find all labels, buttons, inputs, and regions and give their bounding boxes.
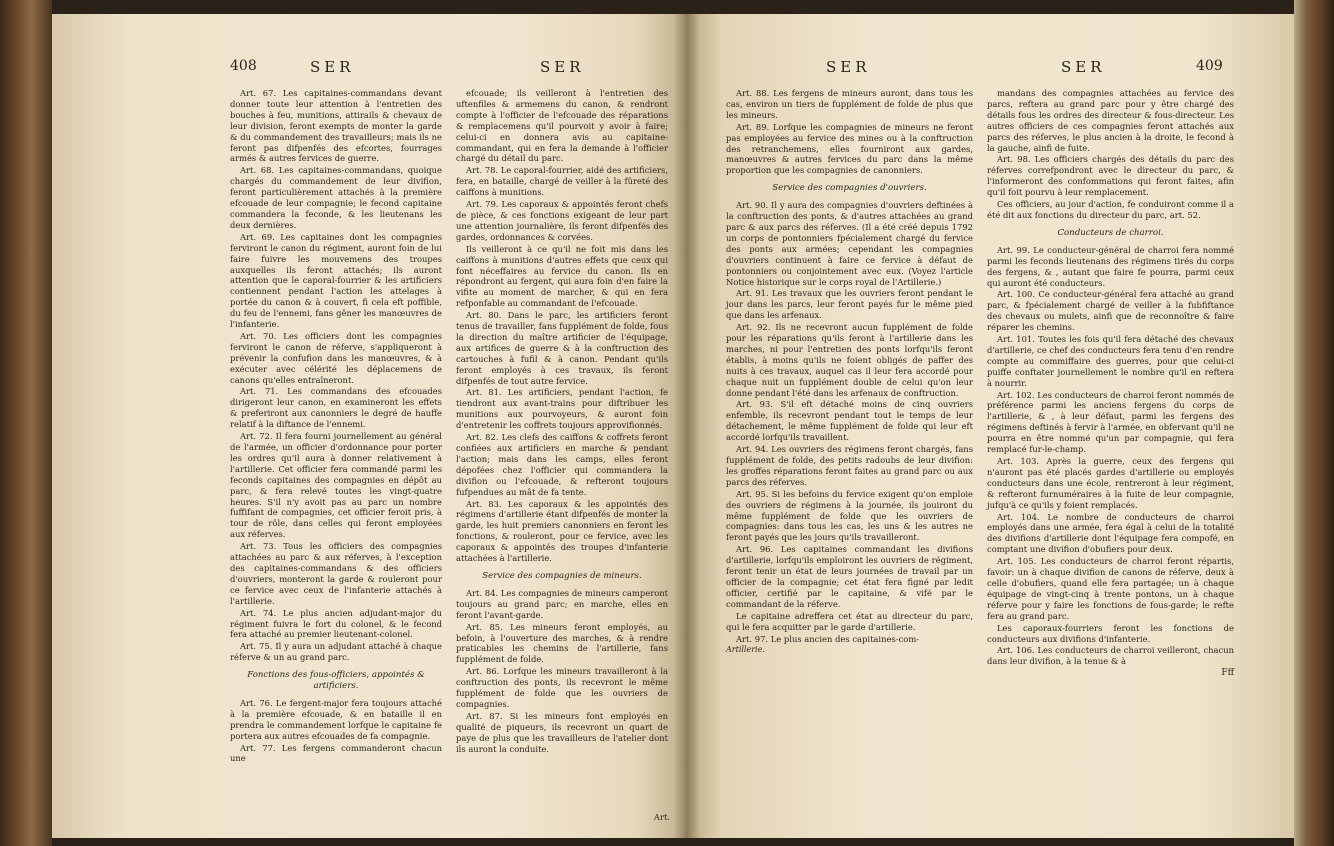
right-page-header [726, 58, 1234, 88]
paragraph: Art. 86. Lorfque les mineurs travailleront à la conftruction des ponts, ils recevront le même fupplément de folde que les ouvriers de compagnies. [456, 666, 668, 709]
paragraph: Art. 79. Les caporaux & appointés feront chefs de pièce, & ces fonctions exigeant de leur part une attention journalière, ils feront difpenfés des gardes, ordonnances & corvées. [456, 199, 668, 242]
paragraph: Art. 96. Les capitaines commandant les divifions d'artillerie, lorfqu'ils emploiront les ouvriers de régiment, feront tenir un état de leurs journées de travail par un officier de la compagnie; cet état fera figné par ledit officier, certifié par le capitaine, & vifé par le commandant de la réferve. [726, 544, 973, 609]
running-head-col2: SER [540, 58, 585, 76]
paragraph: Art. 84. Les compagnies de mineurs camperont toujours au grand parc; en marche, elles en feront l'avant-garde. [456, 587, 668, 620]
paragraph: Art. 93. S'il eft détaché moins de cinq ouvriers enfemble, ils recevront pendant tout le temps de leur détachement, le même fupplément de folde qui leur eft accordé lorfqu'ils travaillent. [726, 399, 973, 443]
right-column-1 [726, 88, 973, 679]
paragraph: Art. 98. Les officiers chargés des détails du parc des réferves correfpondront avec le directeur du parc, & l'informeront des confommations qui feront faites, afin qu'il foit pourvu à leur remplacement. [987, 154, 1234, 198]
paragraph: Art. 83. Les caporaux & les appointés des régimens d'artillerie étant difpenfés de monter la garde, les huit premiers canonniers en feront les fonctions, & rouleront, pour ce fervice, avec les caporaux & appointés des troupes d'infanterie attachées à l'artillerie. [456, 498, 668, 564]
signature-mark: Fff [1221, 668, 1234, 679]
paragraph: Art. 97. Le plus ancien des capitaines-com- [736, 633, 920, 644]
paragraph: Art. 94. Les ouvriers des régimens feront chargés, fans fupplément de folde, des petits radoubs de leur divifion: les groffes réparations feront faites au grand parc ou aux parcs des réferves. [726, 444, 973, 487]
paragraph: Art. 72. Il fera fourni journellement au général de l'armée, un officier d'ordonnance pour porter les ordres qu'il aura à donner relativement à l'artillerie. Cet officier fera commandé parmi les feconds capitaines des compagnies en dépôt au parc, & fera relevé toutes les vingt-quatre heures. S'il n'y avoit pas au parc un nombre fuffifant de compagnies, cet officier feroit pris, à tour de rôle, dans celles qui feront employées aux réferves. [230, 431, 442, 540]
paragraph: Art. 104. Le nombre de conducteurs de charroi employés dans une armée, fera égal à celui de la totalité des divifions d'artillerie dont l'équipage fera compofé, en comptant une divifion d'obufiers pour deux. [987, 511, 1234, 555]
page-number: 408 [230, 58, 257, 74]
section-heading: Service des compagnies d'ouvriers. [772, 183, 927, 194]
paragraph: Art. 69. Les capitaines dont les compagnies ferviront le canon du régiment, auront foin de lui faire fuivre les mouvemens des troupes auxquelles ils feront attachés; ils auront attention que le caporal-fourrier & les artificiers contiennent pendant l'action les attelages à portée du canon & à couvert, fi cela eft poffible, du feu de l'ennemi, fans gêner les manœuvres de l'infanterie. [230, 231, 442, 330]
paragraph: Art. 73. Tous les officiers des compagnies attachées au parc & aux réferves, à l'exception des capitaines-commandans & des officiers d'ouvriers, monteront la garde & rouleront pour ce fervice avec ceux de l'infanterie attachés à l'artillerie. [230, 541, 442, 606]
page-number: 409 [1196, 58, 1223, 74]
paragraph: Art. 74. Le plus ancien adjudant-major du régiment fuivra le fort du colonel, & le fecond fera attaché au premier lieutenant-colonel. [230, 607, 442, 640]
paragraph: Art. 67. Les capitaines-commandans devant donner toute leur attention à l'entretien des bouches à feu, munitions, attirails & chevaux de leur division, feront exempts de monter la garde & du commandement des travailleurs; mais ils ne feront pas difpenfés des efcortes, fourrages armés & autres fervices de guerre. [230, 88, 442, 164]
footer-keyword: Artillerie. [726, 645, 765, 655]
paragraph: Art. 70. Les officiers dont les compagnies ferviront le canon de réferve, s'appliqueront à prévenir la confufion dans les manœuvres, & à exécuter avec célérité les déplacemens de canons qu'elles entraîneront. [230, 330, 442, 385]
left-column-2 [456, 88, 668, 765]
paragraph: Art. 88. Les fergens de mineurs auront, dans tous les cas, environ un tiers de fupplément de folde de plus que les mineurs. [726, 88, 973, 120]
left-page-header [230, 58, 676, 88]
right-column-2 [987, 88, 1234, 679]
catchword: Art. [653, 812, 670, 822]
paragraph: Art. 80. Dans le parc, les artificiers feront tenus de travailler, fans fupplément de folde, fous la direction du maître artificier de l'équipage, aux artifices de guerre & à la conftruction des cartouches à fufil & à canon. Pendant qu'ils feront employés à ces travaux, ils feront difpenfés de tout autre fervice. [456, 310, 668, 386]
paragraph: Art. 92. Ils ne recevront aucun fupplément de folde pour les réparations qu'ils feront à l'artillerie dans les marches, ni pour l'entretien des ponts lorfqu'ils feront établis, à moins qu'ils ne foient obligés de paffer des nuits à ces travaux, auquel cas il leur fera accordé pour chaque nuit un fupplément double de celui qu'on leur donne pendant l'été dans les arfenaux de conftruction. [726, 322, 973, 398]
paragraph: Les caporaux-fourriers feront les fonctions de conducteurs aux divifions d'infanterie. [987, 622, 1234, 644]
paragraph: Art. 90. Il y aura des compagnies d'ouvriers deftinées à la conftruction des ponts, & d'autres attachées au grand parc & aux parcs des réferves. (Il a été créé depuis 1792 un corps de pontonniers fpécialement chargé du fervice des ponts aux armées; cependant les compagnies d'ouvriers continuent à faire ce fervice à défaut de pontonniers ou conjointement avec eux. (Voyez l'article Notice historique sur le corps royal de l'Artillerie.) [726, 200, 973, 287]
paragraph: mandans des compagnies attachées au fervice des parcs, reftera au grand parc pour y être chargé des détails fous les ordres des directeur & fous-directeur. Les autres officiers de ces compagnies feront attachés aux parcs des réferves, le plus ancien à la droite, le fecond à la gauche, ainfi de fuite. [987, 88, 1234, 153]
paragraph: Art. 103. Après la guerre, ceux des fergens qui n'auront pas été placés gardes d'artillerie ou employés conducteurs dans une école, rentreront à leur régiment, & refteront furnuméraires à la fuite de leur compagnie, jufqu'à ce qu'ils y foient remplacés. [987, 456, 1234, 510]
paragraph: Art. 89. Lorfque les compagnies de mineurs ne feront pas employées au fervice des mines ou à la conftruction des retranchemens, elles fourniront aux gardes, manœuvres & autres fervices du parc dans la même proportion que les compagnies de canonniers. [726, 121, 973, 176]
paragraph: Art. 75. Il y aura un adjudant attaché à chaque réferve & un au grand parc. [230, 641, 442, 663]
paragraph: Art. 68. Les capitaines-commandans, quoique chargés du commandement de leur divifion, feront particulièrement attachés à la première efcouade de leur compagnie; le fecond capitaine commandera la feconde, & les lieutenans les deux dernières. [230, 165, 442, 230]
paragraph: Art. 82. Les clefs des caiffons & coffrets feront confiées aux artificiers en marche & pendant l'action; mais dans les camps, elles feront dépofées chez l'officier qui commandera la divifion ou l'efcouade, & refteront toujours fufpendues au mât de fa tente. [456, 432, 668, 497]
paragraph: Art. 81. Les artificiers, pendant l'action, fe tiendront aux avant-trains pour diftribuer les munitions aux pourvoyeurs, & auront foin d'entretenir les coffrets toujours approvifionnés. [456, 387, 668, 431]
book-edge-left [0, 0, 52, 846]
paragraph: Art. 71. Les commandans des efcouades dirigeront leur canon, en examineront les effets & preferiront aux canonniers le degré de hauffe relatif à la diftance de l'ennemi. [230, 386, 442, 430]
paragraph: Art. 76. Le fergent-major fera toujours attaché à la première efcouade, & en bataille il en prendra le commandement lorfque le capitaine fe portera aux autres efcouades de fa compagnie. [230, 697, 442, 741]
section-heading: Conducteurs de charroi. [1057, 227, 1164, 238]
paragraph: Art. 87. Si les mineurs font employés en qualité de piqueurs, ils recevront un quart de paye de plus que les travailleurs de l'atelier dont ils auront la conduite. [456, 710, 668, 754]
paragraph: Art. 105. Les conducteurs de charroi feront répartis, favoir: un à chaque divifion de canons de réferve, deux à celle d'obufiers, quand elle fera partagée; un à chaque équipage de vingt-cinq à trente pontons, un à chaque réferve pour y faire les fonctions de fous-garde; le refte fera au grand parc. [987, 556, 1234, 621]
paragraph: Ces officiers, au jour d'action, fe conduiront comme il a été dit aux fonctions du directeur du parc, art. 52. [987, 199, 1234, 220]
running-head: SER [826, 58, 871, 76]
book-gutter [674, 14, 700, 838]
paragraph: efcouade; ils veilleront à l'entretien des uftenfiles & armemens du canon, & rendront compte à l'officier de l'efcouade des réparations & remplacemens qu'il pourvoit y avoir à faire; celui-ci en donnera avis au capitaine-commandant, qui en fera la demande à l'officier chargé du détail du parc. [456, 88, 668, 164]
paragraph: Le capitaine adreffera cet état au directeur du parc, qui le fera acquitter par le garde d'artillerie. [726, 610, 973, 632]
book-edge-right [1294, 0, 1334, 846]
paragraph: Ils veilleront à ce qu'il ne foit mis dans les caiffons à munitions d'autres effets que ceux qui font néceffaires au fervice du canon. Ils en répondront au fergent, qui aura foin d'en faire la vifite au moment de marcher, & qui en fera refponfable au commandant de l'efcouade. [456, 243, 668, 309]
paragraph: Art. 85. Les mineurs feront employés, au befoin, à l'ouverture des marches, & à rendre praticables les chemins de l'artillerie, fans fupplément de folde. [456, 621, 668, 665]
right-page [686, 14, 1294, 838]
book-spread [52, 14, 1294, 838]
running-head-col2: SER [1061, 58, 1106, 76]
paragraph: Art. 101. Toutes les fois qu'il fera détaché des chevaux d'artillerie, ce chef des conducteurs fera tenu d'en rendre compte au commiffaire des guerres, pour que celui-ci puiffe conftater journellement le nombre qu'il en reftera à nourrir. [987, 334, 1234, 388]
section-heading: Service des compagnies de mineurs. [482, 570, 642, 581]
right-page-columns [726, 88, 1234, 679]
running-head: SER [310, 58, 355, 76]
section-heading: Fonctions des fous-officiers, appointés & artificiers. [247, 670, 425, 692]
paragraph: Art. 102. Les conducteurs de charroi feront nommés de préférence parmi les anciens fergens du corps de l'artillerie, & , à leur défaut, parmi les fergens des régimens deftinés à fervir à l'armée, en obfervant qu'il ne pourra en être nommé qu'un par compagnie, qui fera remplacé fur-le-champ. [987, 389, 1234, 455]
paragraph: Art. 77. Les fergens commanderont chacun une [230, 742, 442, 764]
left-column-1 [230, 88, 442, 765]
left-page-columns [230, 88, 676, 765]
left-page [52, 14, 686, 838]
paragraph: Art. 100. Ce conducteur-général fera attaché au grand parc, & fpécialement chargé de veiller à la fubfiftance des chevaux ou mulets, ainfi que de reconnoître & faire réparer les chemins. [987, 289, 1234, 333]
paragraph: Art. 95. Si les befoins du fervice exigent qu'on emploie des ouvriers de régimens à la journée, ils jouiront du même fupplément de folde que les ouvriers de compagnies: dans tous les cas, les uns & les autres ne feront payés que les jours qu'ils travailleront. [726, 488, 973, 543]
paragraph: Art. 91. Les travaux que les ouvriers feront pendant le jour dans les parcs, leur feront payés fur le même pied que dans les arfenaux. [726, 288, 973, 321]
paragraph: Art. 99. Le conducteur-général de charroi fera nommé parmi les feconds lieutenans des régimens tirés du corps des fergens, & , autant que faire fe pourra, parmi ceux qui auront été conducteurs. [987, 244, 1234, 288]
paragraph: Art. 106. Les conducteurs de charroi veilleront, chacun dans leur divifion, à la tenue & à [987, 645, 1234, 667]
paragraph: Art. 78. Le caporal-fourrier, aidé des artificiers, fera, en bataille, chargé de veiller à la fûreté des caiffons à munitions. [456, 165, 668, 198]
